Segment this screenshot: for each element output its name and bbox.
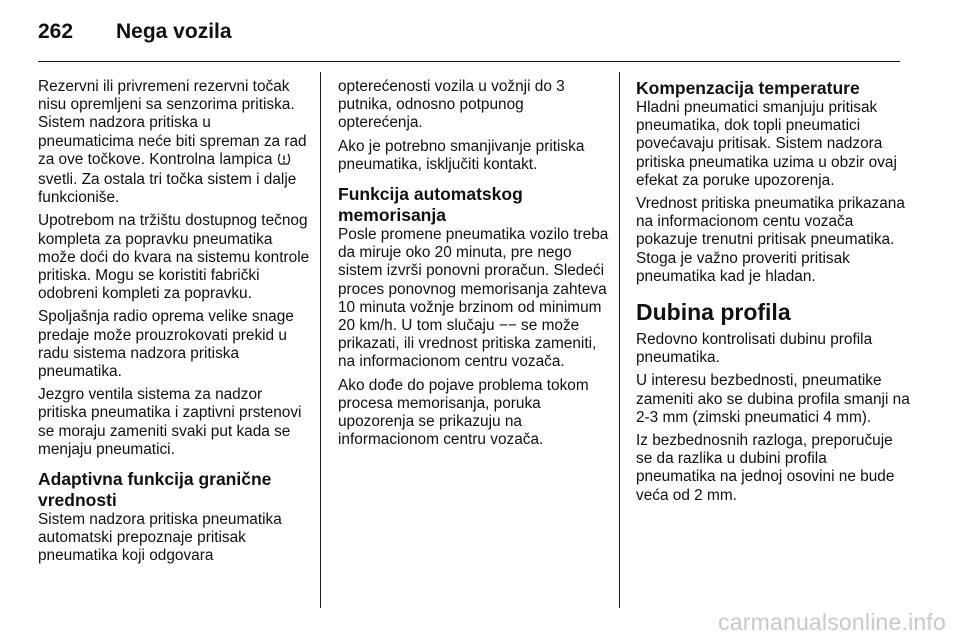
column-1 [38, 78, 310, 571]
section-heading: Adaptivna funkcija granične vrednosti [38, 469, 272, 511]
watermark: carmanualsonline.info [718, 609, 946, 635]
paragraph: Posle promene pneumatika vozilo treba da miruje oko 20 minuta, pre nego sistem izvrši ponovni proračun. Sledeći proces ponovnog memorisanja zahteva 10 minuta vožnje brzinom od minimum 20 km/h. U tom slučaju −− se može prikazati, ili vrednost pritiska zameniti, na informacionom centru vozača. [338, 226, 609, 371]
paragraph: Redovno kontrolisati dubinu profila pneumatika. [636, 331, 873, 367]
paragraph-text: svetli. Za ostala tri točka sistem i dalje funkcioniše. [38, 171, 297, 207]
column-3 [636, 78, 910, 510]
section-heading: Kompenzacija temperature [636, 78, 860, 98]
paragraph: Hladni pneumatici smanjuju pritisak pneumatika, dok topli pneumatici povećavaju pritisak. Sistem nadzora pritiska pneumatika uzima u obzir ovaj efekat za poruke upozorenja. [636, 99, 897, 189]
paragraph: U interesu bezbednosti, pneumatike zameniti ako se dubina profila smanji na 2-3 mm (zimski pneumatici 4 mm). [636, 372, 910, 426]
section-heading: Funkcija automatskog memorisanja [338, 184, 523, 226]
paragraph: opterećenosti vozila u vožnji do 3 putnika, odnosno potpunog opterećenja. [338, 78, 565, 132]
paragraph: Iz bezbednosnih razloga, preporučuje se da razlika u dubini profila pneumatika na jednoj osovini ne bude veća od 2 mm. [636, 432, 895, 504]
tire-pressure-warning-icon [277, 152, 291, 171]
column-divider-right [619, 72, 620, 608]
paragraph: Spoljašnja radio oprema velike snage predaje može prouzrokovati prekid u radu sistema nadzora pritiska pneumatika. [38, 308, 294, 381]
paragraph: Ako dođe do pojave problema tokom procesa memorisanja, poruka upozorenja se prikazuju na informacionom centru vozača. [338, 376, 589, 449]
chapter-heading: Dubina profila [636, 299, 791, 326]
paragraph: Vrednost pritiska pneumatika prikazana na informacionom centu vozača pokazuje trenutni pritisak pneumatika. Stoga je važno proveriti pritisak pneumatika kad je hladan. [636, 195, 905, 285]
paragraph: Upotrebom na tržištu dostupnog tečnog kompleta za popravku pneumatika može doći do kvara na sistemu kontrole pritiska. Mogu se koristiti fabrički odobreni kompleti za popravku. [38, 212, 310, 303]
page-title: Nega vozila [116, 20, 232, 43]
header-rule [38, 61, 900, 62]
paragraph: Sistem nadzora pritiska pneumatika automatski prepoznaje pritisak pneumatika koji odgovara [38, 511, 282, 565]
page-number: 262 [38, 20, 74, 43]
paragraph: Jezgro ventila sistema za nadzor pritiska pneumatika i zaptivni prstenovi se moraju zameniti svaki put kada se menjaju pneumatici. [38, 386, 302, 458]
column-divider-left [320, 72, 321, 608]
column-2 [338, 78, 610, 454]
paragraph: Ako je potrebno smanjivanje pritiska pneumatika, isključiti kontakt. [338, 137, 585, 173]
paragraph-text: Rezervni ili privremeni rezervni točak nisu opremljeni sa senzorima pritiska. Sistem nadzora pritiska u pneumaticima neće biti spreman za rad za ove točkove. Kontrolna lampica [38, 78, 307, 168]
paragraph [38, 78, 310, 207]
